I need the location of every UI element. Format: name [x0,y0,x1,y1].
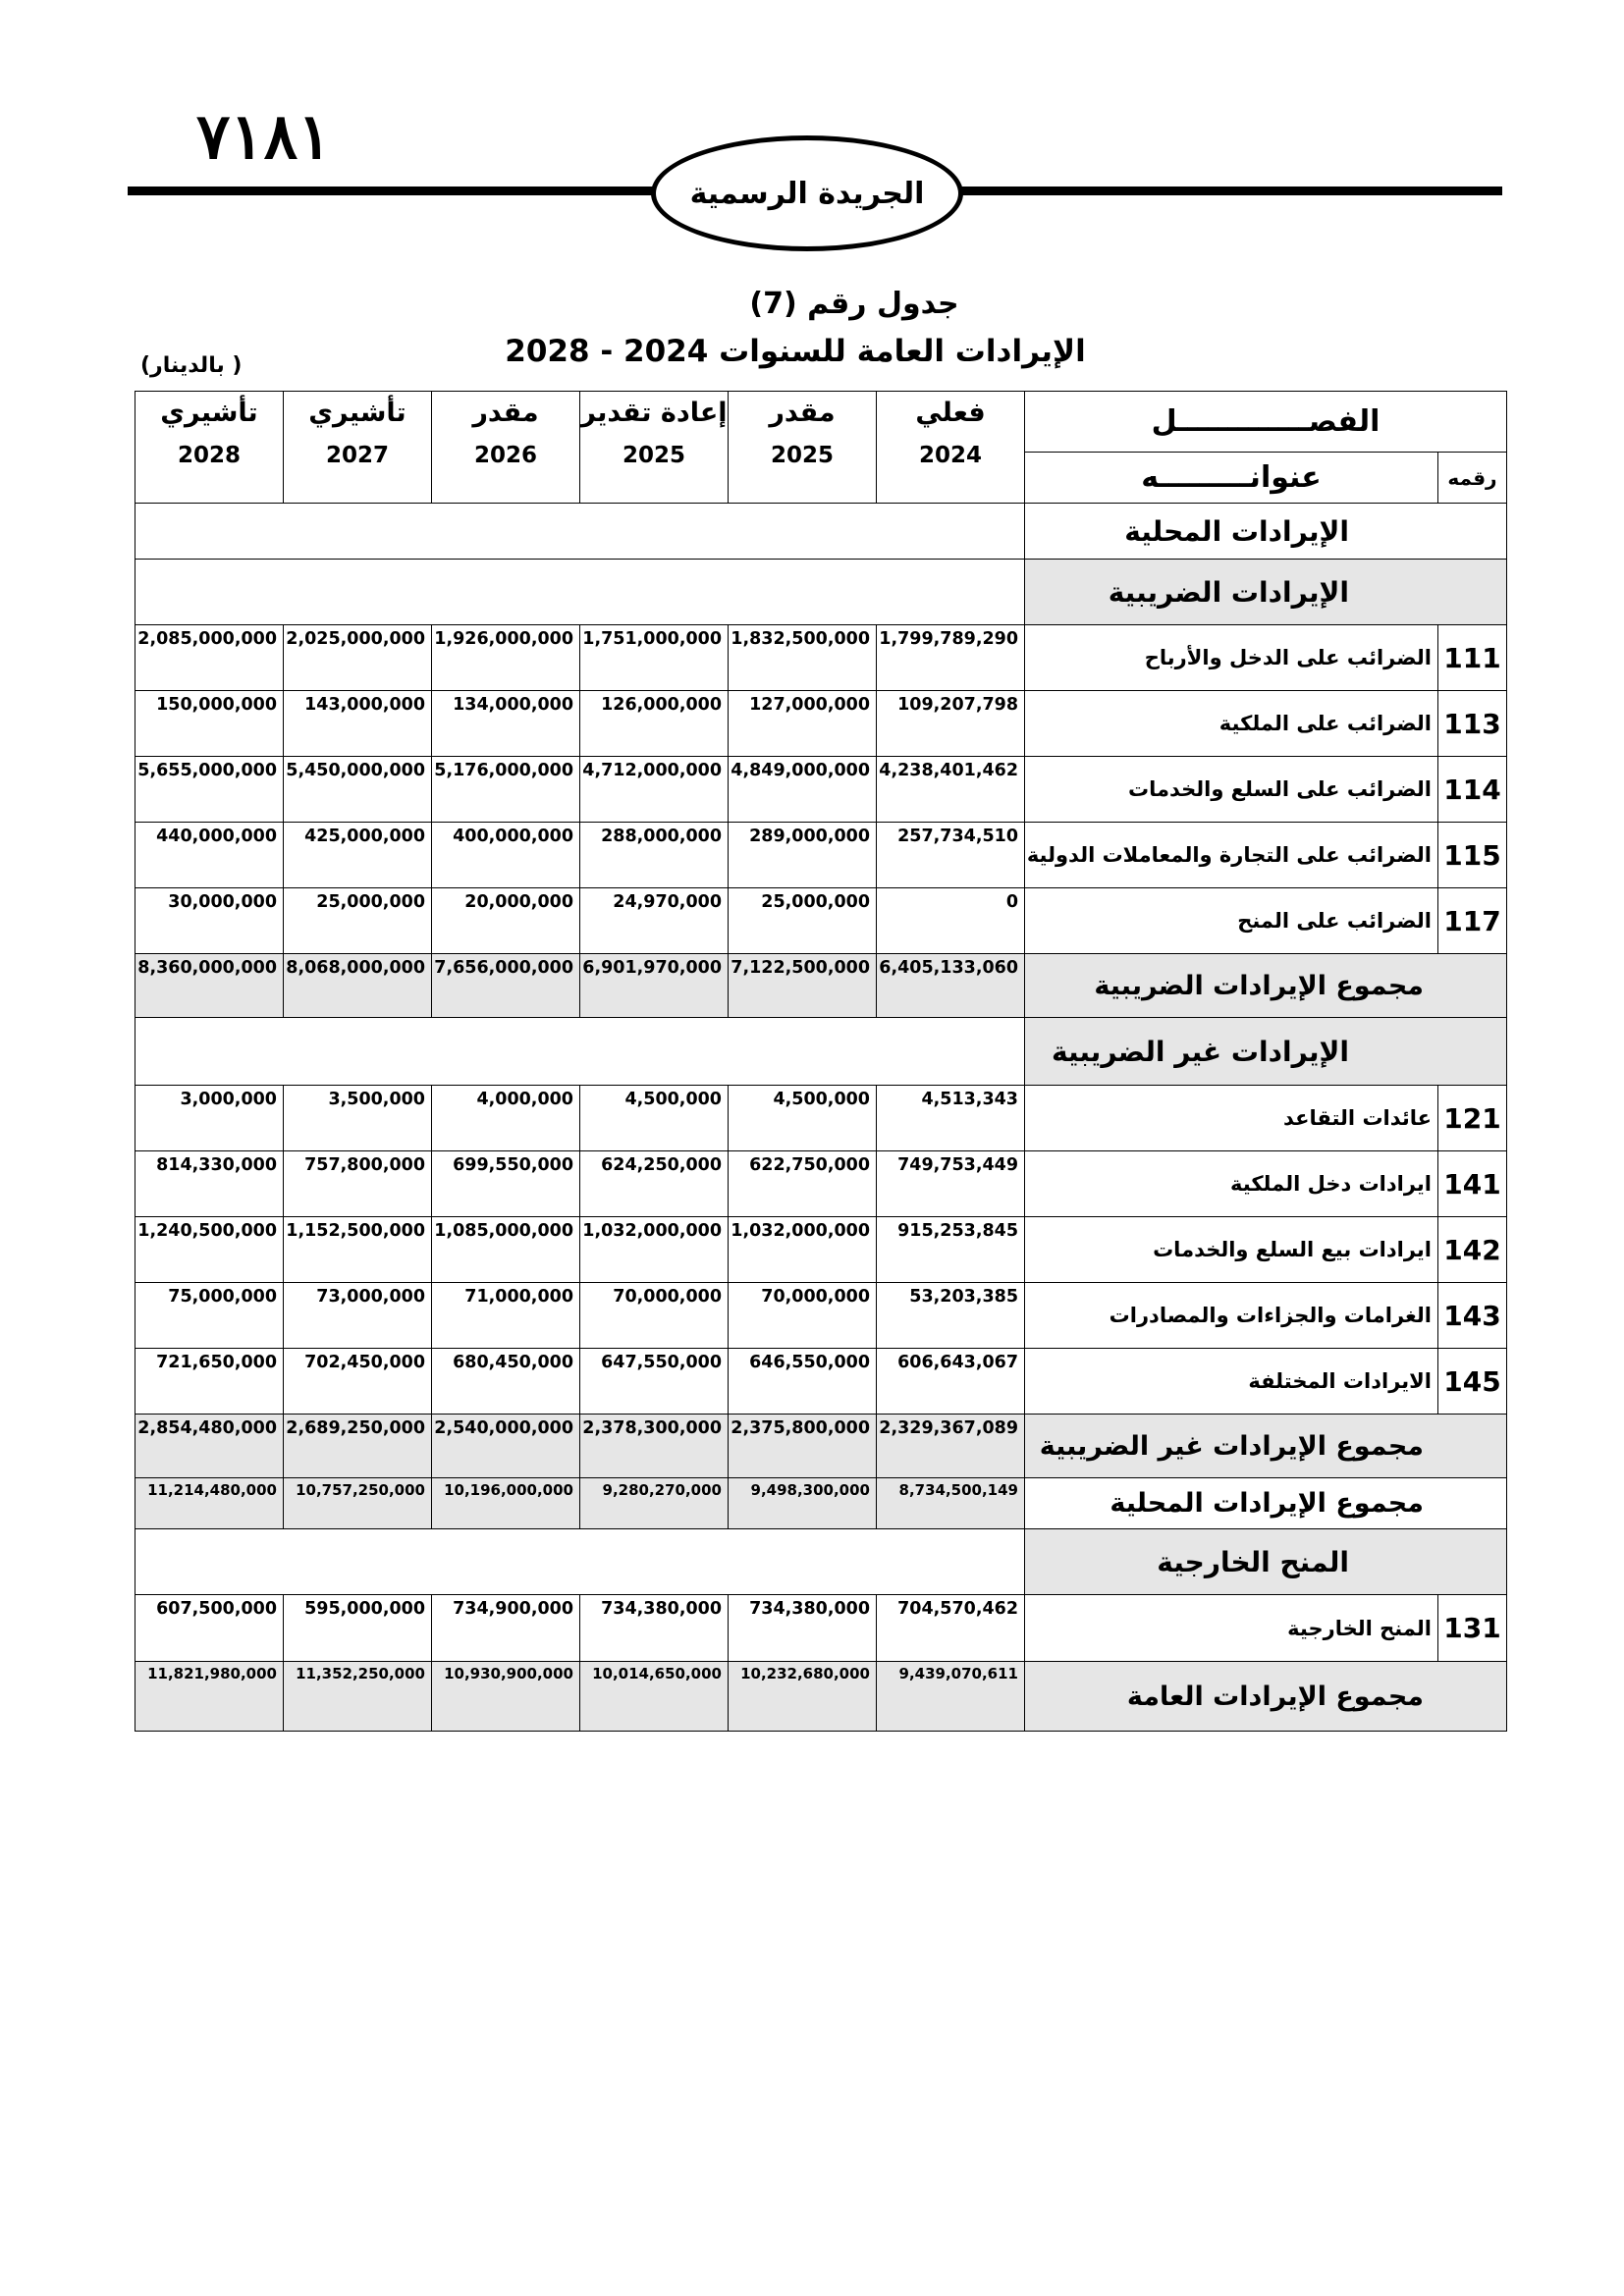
value-cell: 1,751,000,000 [580,625,729,691]
total-value-cell: 6,901,970,000 [580,954,729,1018]
value-cell: 30,000,000 [135,888,284,954]
value-cell: 646,550,000 [729,1349,877,1415]
total-value-cell: 11,352,250,000 [284,1662,432,1732]
value-cell: 4,500,000 [580,1086,729,1151]
total-value-cell: 8,068,000,000 [284,954,432,1018]
value-cell: 721,650,000 [135,1349,284,1415]
row-name: الضرائب على التجارة والمعاملات الدولية [1025,823,1438,888]
value-cell: 1,152,500,000 [284,1217,432,1283]
value-cell: 70,000,000 [729,1283,877,1349]
row-code: 145 [1438,1349,1507,1415]
value-cell: 704,570,462 [877,1595,1025,1662]
value-cell: 1,085,000,000 [432,1217,580,1283]
header-row [135,392,1507,453]
value-cell: 126,000,000 [580,691,729,757]
row-code: 141 [1438,1151,1507,1217]
value-cell: 20,000,000 [432,888,580,954]
section-tax-revenue-label: الإيرادات الضريبية [1025,560,1507,625]
value-cell: 53,203,385 [877,1283,1025,1349]
gazette-name: الجريدة الرسمية [689,176,925,211]
value-cell: 25,000,000 [729,888,877,954]
row-code: 143 [1438,1283,1507,1349]
value-cell: 647,550,000 [580,1349,729,1415]
year-header-2026: مقدر 2026 [432,392,580,504]
value-cell: 3,500,000 [284,1086,432,1151]
value-cell: 288,000,000 [580,823,729,888]
table-row [135,1086,1507,1151]
row-name: المنح الخارجية [1025,1595,1438,1662]
total-value-cell: 10,196,000,000 [432,1478,580,1529]
section-non-tax-revenue [135,1018,1507,1086]
revenue-table [135,391,1507,1732]
total-value-cell: 2,854,480,000 [135,1415,284,1478]
value-cell: 4,500,000 [729,1086,877,1151]
value-cell: 734,380,000 [729,1595,877,1662]
non-tax-total-row [135,1415,1507,1478]
section-tax-revenue [135,560,1507,625]
value-cell: 134,000,000 [432,691,580,757]
non-tax-total-row-label: مجموع الإيرادات غير الضريبية [1025,1415,1507,1478]
value-cell: 70,000,000 [580,1283,729,1349]
currency-note: ( بالدينار) [140,353,243,378]
value-cell: 440,000,000 [135,823,284,888]
total-value-cell: 7,656,000,000 [432,954,580,1018]
total-value-cell: 7,122,500,000 [729,954,877,1018]
total-value-cell: 10,232,680,000 [729,1662,877,1732]
row-name: الضرائب على السلع والخدمات [1025,757,1438,823]
value-cell: 127,000,000 [729,691,877,757]
section-foreign-grants-blank [135,1529,1025,1595]
total-value-cell: 10,757,250,000 [284,1478,432,1529]
value-cell: 702,450,000 [284,1349,432,1415]
value-cell: 1,032,000,000 [580,1217,729,1283]
value-cell: 814,330,000 [135,1151,284,1217]
year-header-2024-actual: فعلي 2024 [877,392,1025,504]
row-name: الايرادات المختلفة [1025,1349,1438,1415]
year-header-2025-reestimate: إعادة تقدير 2025 [580,392,729,504]
value-cell: 734,900,000 [432,1595,580,1662]
value-cell: 5,176,000,000 [432,757,580,823]
number-header: رقمه [1438,453,1507,504]
section-foreign-grants-label: المنح الخارجية [1025,1529,1507,1595]
page-number: ٧١٨١ [196,100,332,174]
total-value-cell: 10,930,900,000 [432,1662,580,1732]
value-cell: 1,799,789,290 [877,625,1025,691]
section-non-tax-revenue-label: الإيرادات غير الضريبية [1025,1018,1507,1086]
total-value-cell: 2,689,250,000 [284,1415,432,1478]
total-value-cell: 11,214,480,000 [135,1478,284,1529]
value-cell: 699,550,000 [432,1151,580,1217]
local-total-row-label: مجموع الإيرادات المحلية [1025,1478,1507,1529]
value-cell: 4,000,000 [432,1086,580,1151]
row-name: ايرادات بيع السلع والخدمات [1025,1217,1438,1283]
year-header-2027: تأشيري 2027 [284,392,432,504]
value-cell: 734,380,000 [580,1595,729,1662]
row-code: 131 [1438,1595,1507,1662]
total-value-cell: 2,540,000,000 [432,1415,580,1478]
local-total-row [135,1478,1507,1529]
value-cell: 622,750,000 [729,1151,877,1217]
value-cell: 0 [877,888,1025,954]
row-name: الضرائب على الملكية [1025,691,1438,757]
section-tax-revenue-blank [135,560,1025,625]
value-cell: 757,800,000 [284,1151,432,1217]
value-cell: 595,000,000 [284,1595,432,1662]
section-foreign-grants [135,1529,1507,1595]
value-cell: 2,085,000,000 [135,625,284,691]
tax-total-row [135,954,1507,1018]
row-name: عائدات التقاعد [1025,1086,1438,1151]
table-row [135,823,1507,888]
total-value-cell: 8,734,500,149 [877,1478,1025,1529]
value-cell: 2,025,000,000 [284,625,432,691]
value-cell: 4,712,000,000 [580,757,729,823]
table-row [135,1151,1507,1217]
row-name: الغرامات والجزاءات والمصادرات [1025,1283,1438,1349]
row-code: 113 [1438,691,1507,757]
value-cell: 143,000,000 [284,691,432,757]
total-value-cell: 8,360,000,000 [135,954,284,1018]
value-cell: 624,250,000 [580,1151,729,1217]
value-cell: 75,000,000 [135,1283,284,1349]
value-cell: 5,450,000,000 [284,757,432,823]
total-value-cell: 9,439,070,611 [877,1662,1025,1732]
total-value-cell: 6,405,133,060 [877,954,1025,1018]
value-cell: 4,513,343 [877,1086,1025,1151]
value-cell: 400,000,000 [432,823,580,888]
value-cell: 4,238,401,462 [877,757,1025,823]
value-cell: 680,450,000 [432,1349,580,1415]
value-cell: 71,000,000 [432,1283,580,1349]
total-value-cell: 2,378,300,000 [580,1415,729,1478]
table-row [135,1595,1507,1662]
table-row [135,1283,1507,1349]
value-cell: 607,500,000 [135,1595,284,1662]
table-title: الإيرادات العامة للسنوات 2024 - 2028 [505,334,1086,369]
section-local-revenue-blank [135,504,1025,560]
title-header: عنوانـــــــــه [1025,453,1438,504]
total-value-cell: 10,014,650,000 [580,1662,729,1732]
table-row [135,888,1507,954]
row-code: 121 [1438,1086,1507,1151]
value-cell: 606,643,067 [877,1349,1025,1415]
value-cell: 289,000,000 [729,823,877,888]
total-value-cell: 2,329,367,089 [877,1415,1025,1478]
value-cell: 25,000,000 [284,888,432,954]
year-header-2025-estimate: مقدر 2025 [729,392,877,504]
value-cell: 1,032,000,000 [729,1217,877,1283]
table-row [135,757,1507,823]
value-cell: 3,000,000 [135,1086,284,1151]
value-cell: 1,240,500,000 [135,1217,284,1283]
value-cell: 1,926,000,000 [432,625,580,691]
row-code: 142 [1438,1217,1507,1283]
total-value-cell: 9,498,300,000 [729,1478,877,1529]
value-cell: 5,655,000,000 [135,757,284,823]
gazette-name-oval [651,135,963,251]
value-cell: 24,970,000 [580,888,729,954]
table-row [135,691,1507,757]
table-row [135,625,1507,691]
row-name: الضرائب على المنح [1025,888,1438,954]
section-local-revenue [135,504,1507,560]
row-code: 117 [1438,888,1507,954]
value-cell: 425,000,000 [284,823,432,888]
value-cell: 749,753,449 [877,1151,1025,1217]
general-total-row [135,1662,1507,1732]
section-local-revenue-label: الإيرادات المحلية [1025,504,1507,560]
tax-total-row-label: مجموع الإيرادات الضريبية [1025,954,1507,1018]
value-cell: 257,734,510 [877,823,1025,888]
general-total-row-label: مجموع الإيرادات العامة [1025,1662,1507,1732]
total-value-cell: 11,821,980,000 [135,1662,284,1732]
chapter-header: الفصـــــــــــــل [1025,392,1507,453]
value-cell: 1,832,500,000 [729,625,877,691]
year-header-2028: تأشيري 2028 [135,392,284,504]
table-row [135,1217,1507,1283]
row-code: 111 [1438,625,1507,691]
value-cell: 109,207,798 [877,691,1025,757]
total-value-cell: 9,280,270,000 [580,1478,729,1529]
row-name: الضرائب على الدخل والأرباح [1025,625,1438,691]
section-non-tax-revenue-blank [135,1018,1025,1086]
row-name: ايرادات دخل الملكية [1025,1151,1438,1217]
total-value-cell: 2,375,800,000 [729,1415,877,1478]
table-number: جدول رقم (7) [749,287,959,321]
value-cell: 4,849,000,000 [729,757,877,823]
table-row [135,1349,1507,1415]
value-cell: 150,000,000 [135,691,284,757]
value-cell: 915,253,845 [877,1217,1025,1283]
row-code: 114 [1438,757,1507,823]
value-cell: 73,000,000 [284,1283,432,1349]
row-code: 115 [1438,823,1507,888]
